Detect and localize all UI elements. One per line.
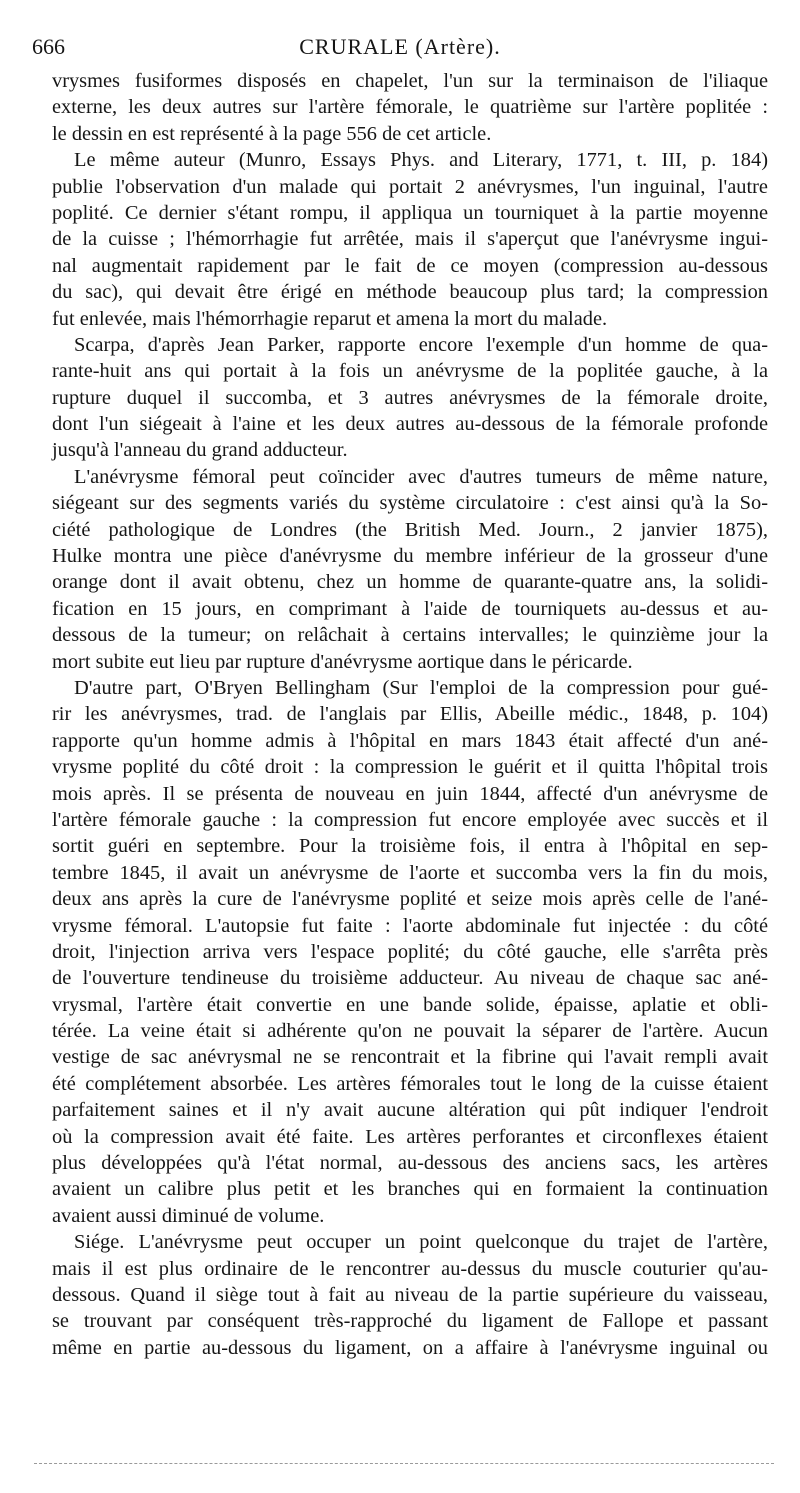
text-line: rupture duquel il succomba, et 3 autres anévrysmes de la fémorale droite, [52,386,768,409]
text-line: droit, l'injection arriva vers l'espace poplité; du côté gauche, elle s'arrêta près [52,940,768,963]
text-line: plus développées qu'à l'état normal, au-dessous des anciens sacs, les artères [52,1152,768,1175]
text-line: fut enlevée, mais l'hémorrhagie reparut et amena la mort du malade. [52,307,608,330]
page-header [32,34,768,64]
text-line: jusqu'à l'anneau du grand adducteur. [52,439,348,462]
text-line: de la cuisse ; l'hémorrhagie fut arrêtée, mais il s'aperçut que l'anévrysme ingui- [52,228,768,251]
text-line: Scarpa, d'après Jean Parker, rapporte encore l'exemple d'un homme de qua- [74,333,768,356]
page-number: 666 [32,34,65,59]
text-line: dessous de la tumeur; on relâchait à certains intervalles; le quinzième jour la [52,624,768,647]
text-line: vrysme poplité du côté droit : la compression le guérit et il quitta l'hôpital trois [52,756,768,779]
text-line: Siége. L'anévrysme peut occuper un point quelconque du trajet de l'artère, [74,1231,768,1254]
running-title: CRURALE (Artère). [299,34,501,59]
text-line: publie l'observation d'un malade qui portait 2 anévrysmes, l'un inguinal, l'autre [52,175,768,198]
text-line: fication en 15 jours, en comprimant à l'aide de tourniquets au-dessus et au- [52,597,768,620]
text-line: nal augmentait rapidement par le fait de ce moyen (compression au-dessous [52,254,768,277]
text-line: où la compression avait été faite. Les artères perforantes et circonflexes étaient [52,1125,768,1148]
text-line: L'anévrysme fémoral peut coïncider avec d'autres tumeurs de même nature, [74,465,768,488]
footer-rule [34,1463,774,1464]
text-line: deux ans après la cure de l'anévrysme poplité et seize mois après celle de l'ané- [52,888,768,911]
body-text [52,68,768,1361]
text-line: avaient aussi diminué de volume. [52,1204,325,1227]
text-line: dont l'un siégeait à l'aine et les deux autres au-dessous de la fémorale profonde [52,413,768,436]
text-line: parfaitement saines et il n'y avait aucune altération qui pût indiquer l'endroit [52,1099,768,1122]
text-line: Hulke montra une pièce d'anévrysme du membre inférieur de la grosseur d'une [52,545,768,568]
text-line: externe, les deux autres sur l'artère fémorale, le quatrième sur l'artère poplitée : [52,96,768,119]
text-line: mort subite eut lieu par rupture d'anévrysme aortique dans le péricarde. [52,650,633,673]
text-line: tembre 1845, il avait un anévrysme de l'aorte et succomba vers la fin du mois, [52,861,768,884]
text-line: rante-huit ans qui portait à la fois un anévrysme de la poplitée gauche, à la [52,360,768,383]
text-line: vrysmes fusiformes disposés en chapelet, l'un sur la terminaison de l'iliaque [52,70,768,92]
text-line: le dessin en est représenté à la page 556 de cet article. [52,122,492,145]
text-line: vrysme fémoral. L'autopsie fut faite : l'aorte abdominale fut injectée : du côté [52,914,768,937]
text-line: Le même auteur (Munro, Essays Phys. and Literary, 1771, t. III, p. 184) [74,149,768,172]
text-line: D'autre part, O'Bryen Bellingham (Sur l'emploi de la compression pour gué- [74,676,768,699]
text-line: rir les anévrysmes, trad. de l'anglais par Ellis, Abeille médic., 1848, p. 104) [52,703,768,726]
text-line: avaient un calibre plus petit et les branches qui en formaient la continuation [52,1178,768,1201]
text-line: même en partie au-dessous du ligament, on a affaire à l'anévrysme inguinal ou [52,1336,768,1359]
text-line: été complétement absorbée. Les artères fémorales tout le long de la cuisse étaient [52,1072,768,1095]
text-line: se trouvant par conséquent très-rapproché du ligament de Fallope et passant [52,1310,768,1333]
text-line: orange dont il avait obtenu, chez un homme de quarante-quatre ans, la solidi- [52,571,768,594]
text-line: poplité. Ce dernier s'étant rompu, il appliqua un tourniquet à la partie moyenne [52,201,768,224]
text-line: du sac), qui devait être érigé en méthode beaucoup plus tard; la compression [52,281,768,304]
text-line: siégeant sur des segments variés du système circulatoire : c'est ainsi qu'à la So- [52,492,768,515]
text-line: vestige de sac anévrysmal ne se rencontrait et la fibrine qui l'avait rempli avait [52,1046,768,1069]
text-line: l'artère fémorale gauche : la compression fut encore employée avec succès et il [52,808,768,831]
text-line: de l'ouverture tendineuse du troisième adducteur. Au niveau de chaque sac ané- [52,967,768,990]
text-line: sortit guéri en septembre. Pour la troisième fois, il entra à l'hôpital en sep- [52,835,768,858]
text-line: dessous. Quand il siège tout à fait au niveau de la partie supérieure du vaisseau, [52,1283,768,1306]
text-line: ciété pathologique de Londres (the British Med. Journ., 2 janvier 1875), [52,518,768,541]
text-line: rapporte qu'un homme admis à l'hôpital en mars 1843 était affecté d'un ané- [52,729,768,752]
text-line: térée. La veine était si adhérente qu'on ne pouvait la séparer de l'artère. Aucun [52,1020,768,1043]
text-line: mois après. Il se présenta de nouveau en juin 1844, affecté d'un anévrysme de [52,782,768,805]
text-line: mais il est plus ordinaire de le rencontrer au-dessus du muscle couturier qu'au- [52,1257,768,1280]
text-line: vrysmal, l'artère était convertie en une bande solide, épaisse, aplatie et obli- [52,993,768,1016]
